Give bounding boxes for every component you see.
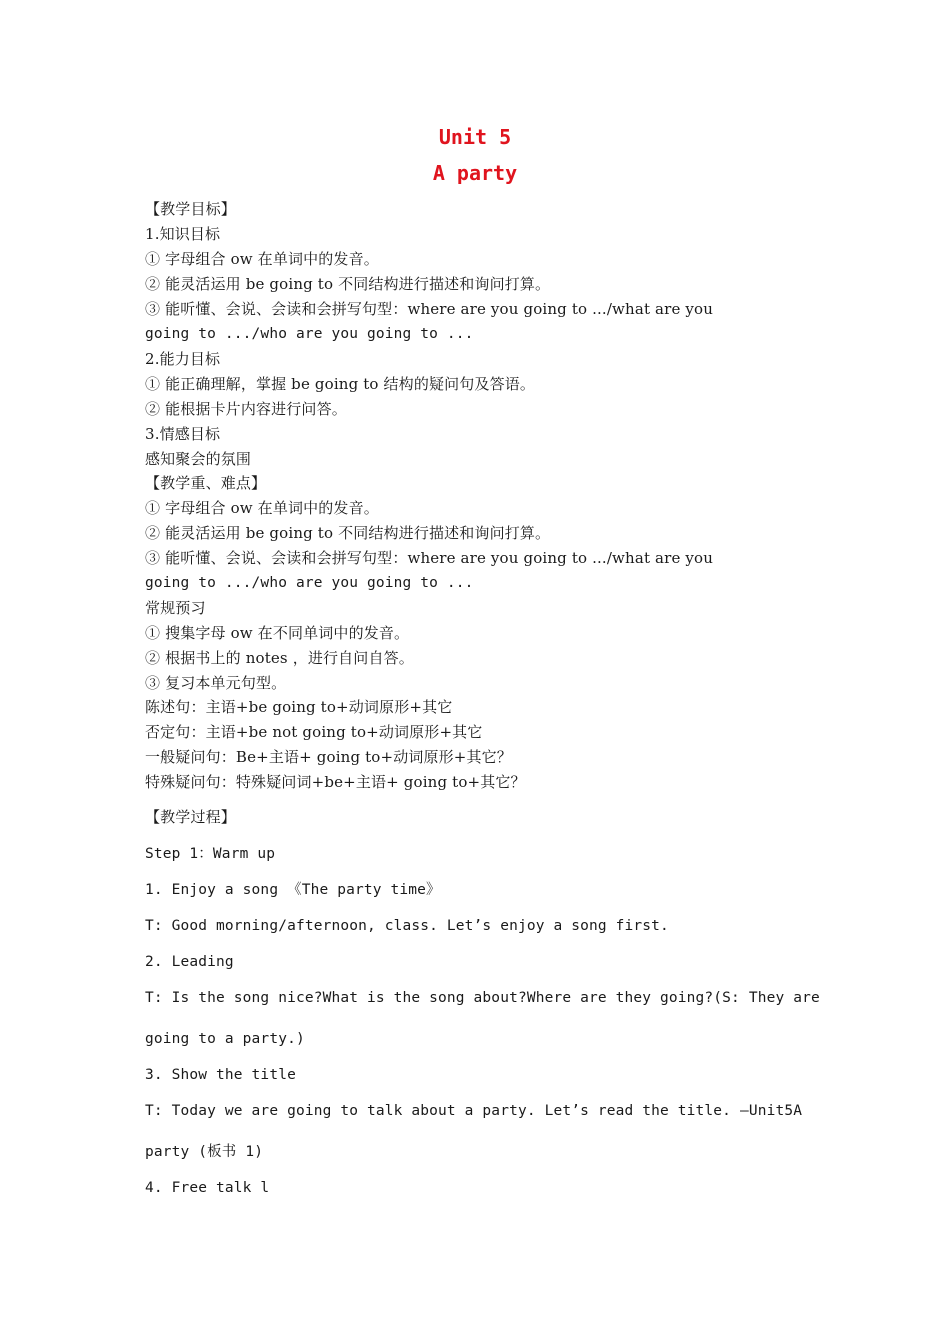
text-line: Step 1：Warm up [145,846,276,862]
section-heading-key-points: 【教学重、难点】 [145,474,267,492]
text-line: 否定句：主语+be not going to+动词原形+其它 [145,723,483,741]
text-line: 陈述句：主语+be going to+动词原形+其它 [145,698,453,716]
subheading-ability: 2.能力目标 [145,350,221,368]
unit-title: Unit 5 [438,125,512,149]
text-line: ① 搜集字母 ow 在不同单词中的发音。 [145,624,410,642]
text-line: ③ 复习本单元句型。 [145,674,287,692]
text-line: ① 能正确理解，掌握 be going to 结构的疑问句及答语。 [145,375,536,393]
text-line: ② 能灵活运用 be going to 不同结构进行描述和询问打算。 [145,524,551,542]
text-line: going to .../who are you going to ... [145,326,474,342]
text-line: 4. Free talk l [145,1180,270,1196]
text-line: 2. Leading [145,954,234,970]
subheading-emotion: 3.情感目标 [145,425,221,443]
text-line: T: Good morning/afternoon, class. Let’s enjoy a song first. [145,918,669,934]
text-line: ① 字母组合 ow 在单词中的发音。 [145,250,379,268]
text-line: 一般疑问句：Be+主语+ going to+动词原形+其它？ [145,748,512,766]
text-line: ① 字母组合 ow 在单词中的发音。 [145,499,379,517]
text-line: ② 能根据卡片内容进行问答。 [145,400,347,418]
subheading-knowledge: 1.知识目标 [145,225,221,243]
section-heading-objectives: 【教学目标】 [145,200,236,218]
text-line: 感知聚会的氛围 [145,450,252,468]
text-line: party (板书 1) [145,1144,264,1160]
subheading-preview: 常规预习 [145,599,206,617]
text-line: T: Today we are going to talk about a party. Let’s read the title. —Unit5A [145,1103,803,1119]
text-line: going to .../who are you going to ... [145,575,474,591]
text-line: 特殊疑问句：特殊疑问词+be+主语+ going to+其它？ [145,773,526,791]
text-line: T: Is the song nice?What is the song about?Where are they going?(S: They are [145,990,820,1006]
text-line: ③ 能听懂、会说、会读和会拼写句型：where are you going to .../what are you [145,549,714,567]
section-heading-process: 【教学过程】 [145,808,236,826]
text-line: ② 能灵活运用 be going to 不同结构进行描述和询问打算。 [145,275,551,293]
lesson-title: A party [432,161,518,185]
text-line: ③ 能听懂、会说、会读和会拼写句型：where are you going to .../what are you [145,300,714,318]
text-line: going to a party.) [145,1031,305,1047]
text-line: ② 根据书上的 notes ，进行自问自答。 [145,649,414,667]
text-line: 3. Show the title [145,1067,296,1083]
text-line: 1. Enjoy a song 《The party time》 [145,882,441,898]
